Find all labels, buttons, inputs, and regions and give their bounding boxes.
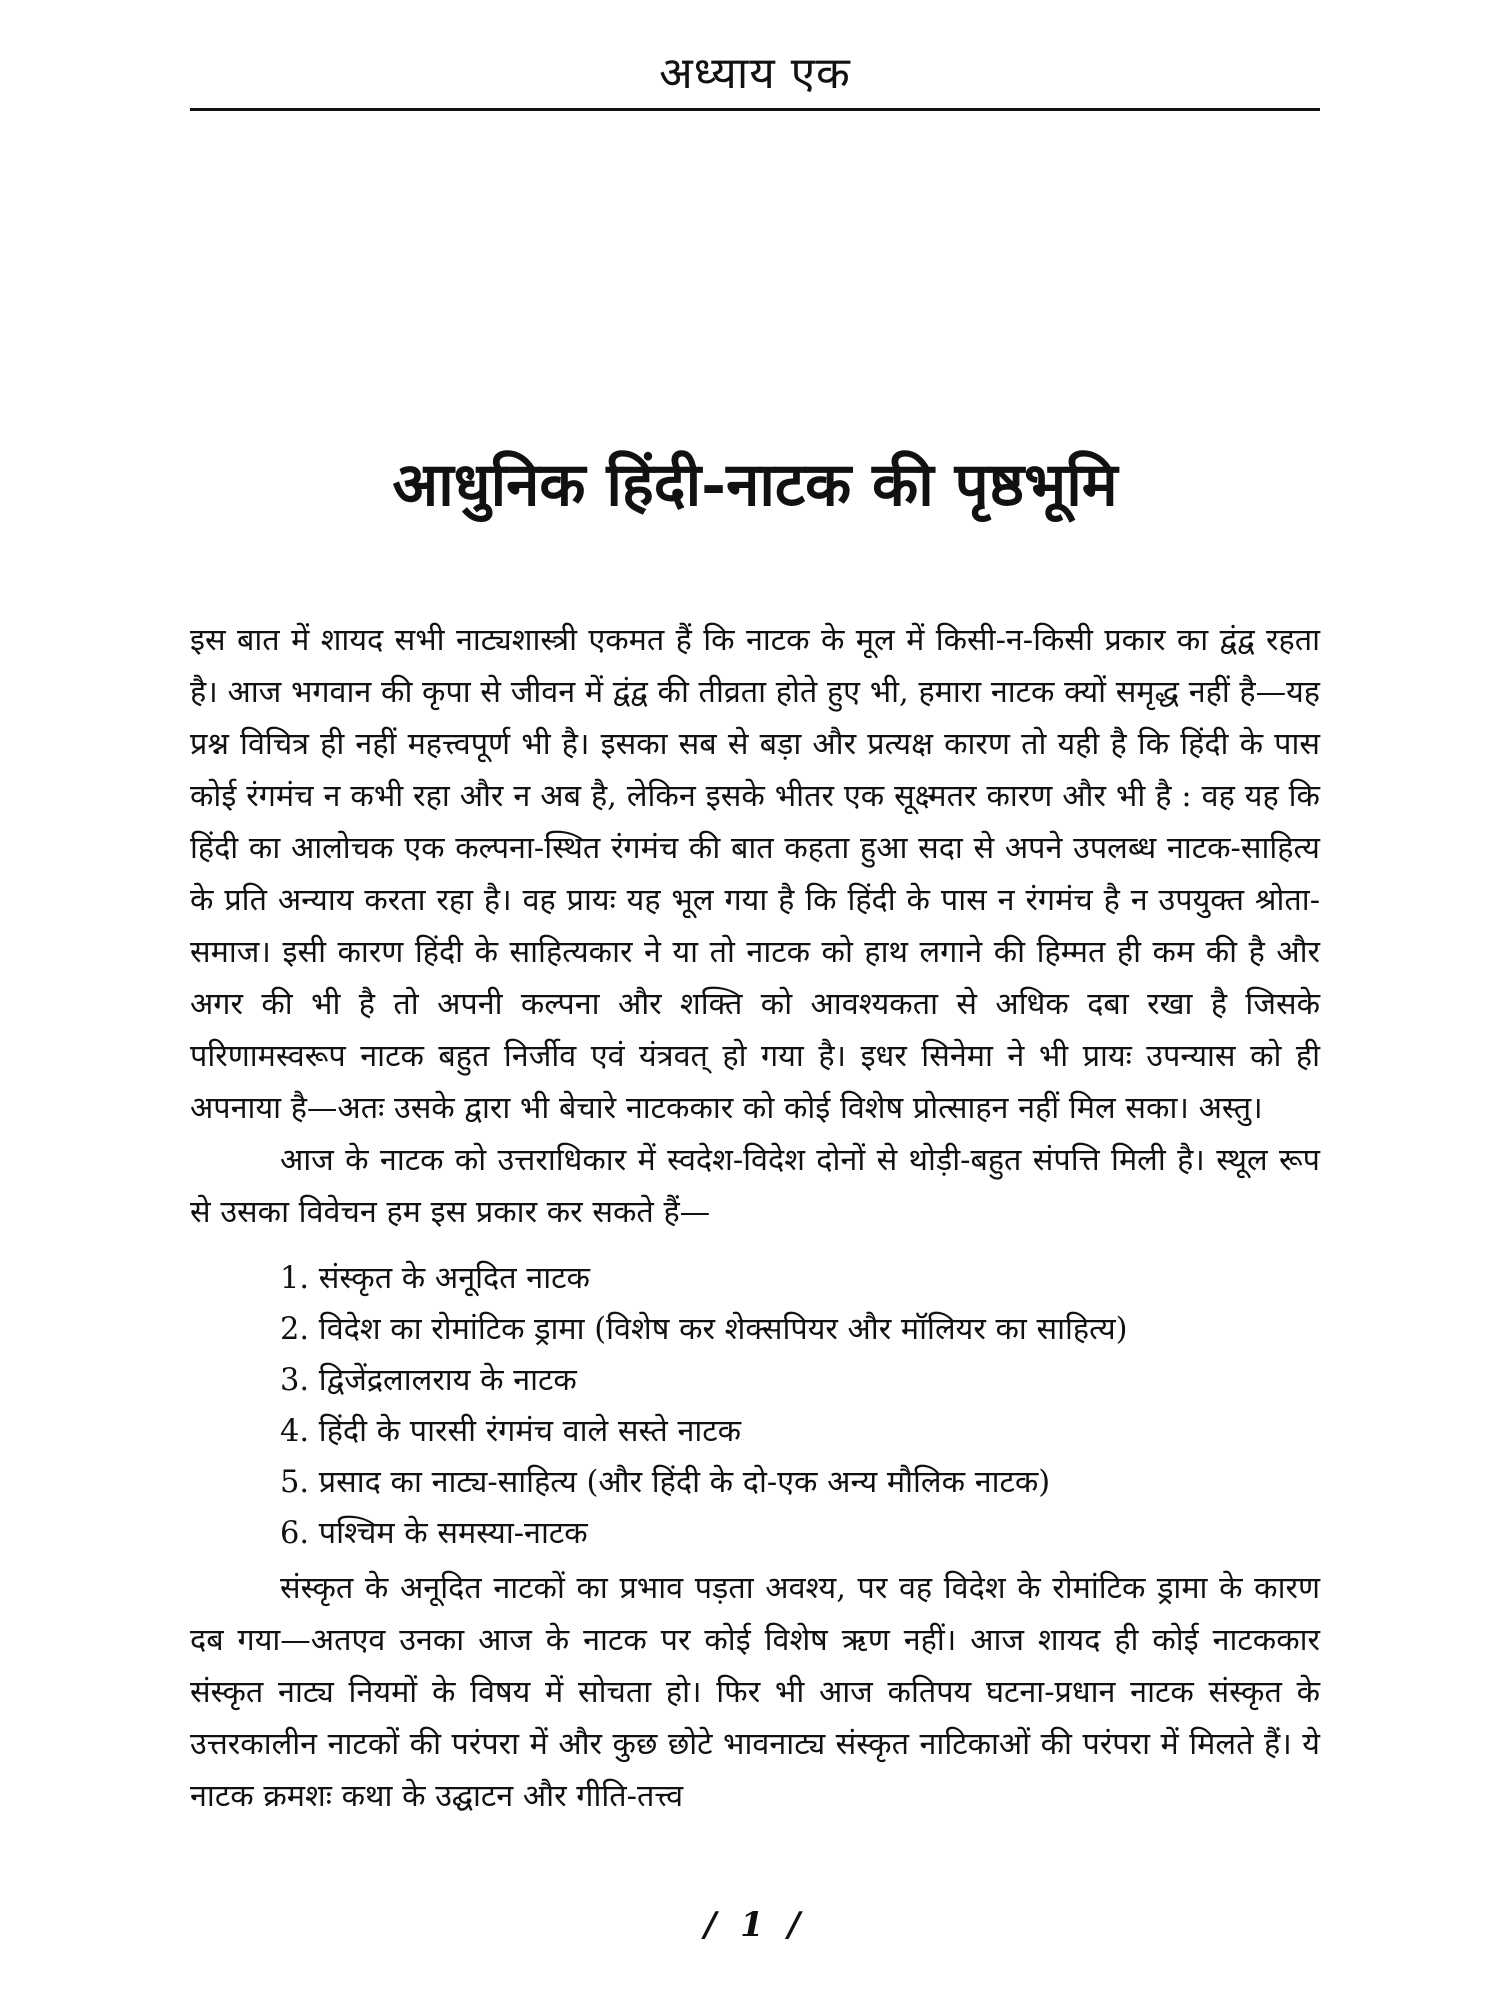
paragraph-1: इस बात में शायद सभी नाट्यशास्त्री एकमत हैं कि नाटक के मूल में किसी-न-किसी प्रकार का द्वंद्व रहता है। आज भगवान की कृपा से जीवन में द्वंद्व की तीव्रता होते हुए भी, हमारा नाटक क्यों समृद्ध नहीं है—यह प्रश्न विचित्र ही नहीं महत्त्वपूर्ण भी है। इसका सब से बड़ा और प्रत्यक्ष कारण तो यही है कि हिंदी के पास कोई रंगमंच न कभी रहा और न अब है, लेकिन इसके भीतर एक सूक्ष्मतर कारण और भी है : वह यह कि हिंदी का आलोचक एक कल्पना-स्थित रंगमंच की बात कहता हुआ सदा से अपने उपलब्ध नाटक-साहित्य के प्रति अन्याय करता रहा है। वह प्रायः यह भूल गया है कि हिंदी के पास न रंगमंच है न उपयुक्त श्रोता-समाज। इसी कारण हिंदी के साहित्यकार ने या तो नाटक को हाथ लगाने की हिम्मत ही कम की है और अगर की भी है तो अपनी कल्पना और शक्ति को आवश्यकता से अधिक दबा रखा है जिसके परिणामस्वरूप नाटक बहुत निर्जीव एवं यंत्रवत् हो गया है। इधर सिनेमा ने भी प्रायः उपन्यास को ही अपनाया है—अतः उसके द्वारा भी बेचारे नाटककार को कोई विशेष प्रोत्साहन नहीं मिल सका। अस्तु। [190,623,1320,1126]
list-item: 1. संस्कृत के अनूदित नाटक [280,1261,590,1296]
list-item: 3. द्विजेंद्रलालराय के नाटक [280,1363,577,1398]
body-text [190,615,1320,1823]
chapter-title: आधुनिक हिंदी-नाटक की पृष्ठभूमि [392,450,1118,520]
paragraph-2: आज के नाटक को उत्तराधिकार में स्वदेश-विदेश दोनों से थोड़ी-बहुत संपत्ति मिली है। स्थूल रूप से उसका विवेचन हम इस प्रकार कर सकते हैं— [190,1143,1320,1230]
list-item: 2. विदेश का रोमांटिक ड्रामा (विशेष कर शेक्सपियर और मॉलियर का साहित्य) [280,1312,1128,1347]
paragraph-3: संस्कृत के अनूदित नाटकों का प्रभाव पड़ता अवश्य, पर वह विदेश के रोमांटिक ड्रामा के कारण दब गया—अतएव उनका आज के नाटक पर कोई विशेष ऋण नहीं। आज शायद ही कोई नाटककार संस्कृत नाट्य नियमों के विषय में सोचता हो। फिर भी आज कतिपय घटना-प्रधान नाटक संस्कृत के उत्तरकालीन नाटकों की परंपरा में और कुछ छोटे भावनाट्य संस्कृत नाटिकाओं की परंपरा में मिलते हैं। ये नाटक क्रमशः कथा के उद्घाटन और गीति-तत्त्व [190,1571,1320,1814]
list-item: 5. प्रसाद का नाट्य-साहित्य (और हिंदी के दो-एक अन्य मौलिक नाटक) [280,1465,1051,1500]
page-number: / 1 / [703,1905,807,1945]
running-head: अध्याय एक [659,48,851,99]
list-item: 6. पश्चिम के समस्या-नाटक [280,1516,588,1551]
heritage-list [190,1253,1320,1559]
header-rule [190,108,1320,111]
list-item: 4. हिंदी के पारसी रंगमंच वाले सस्ते नाटक [280,1414,742,1449]
